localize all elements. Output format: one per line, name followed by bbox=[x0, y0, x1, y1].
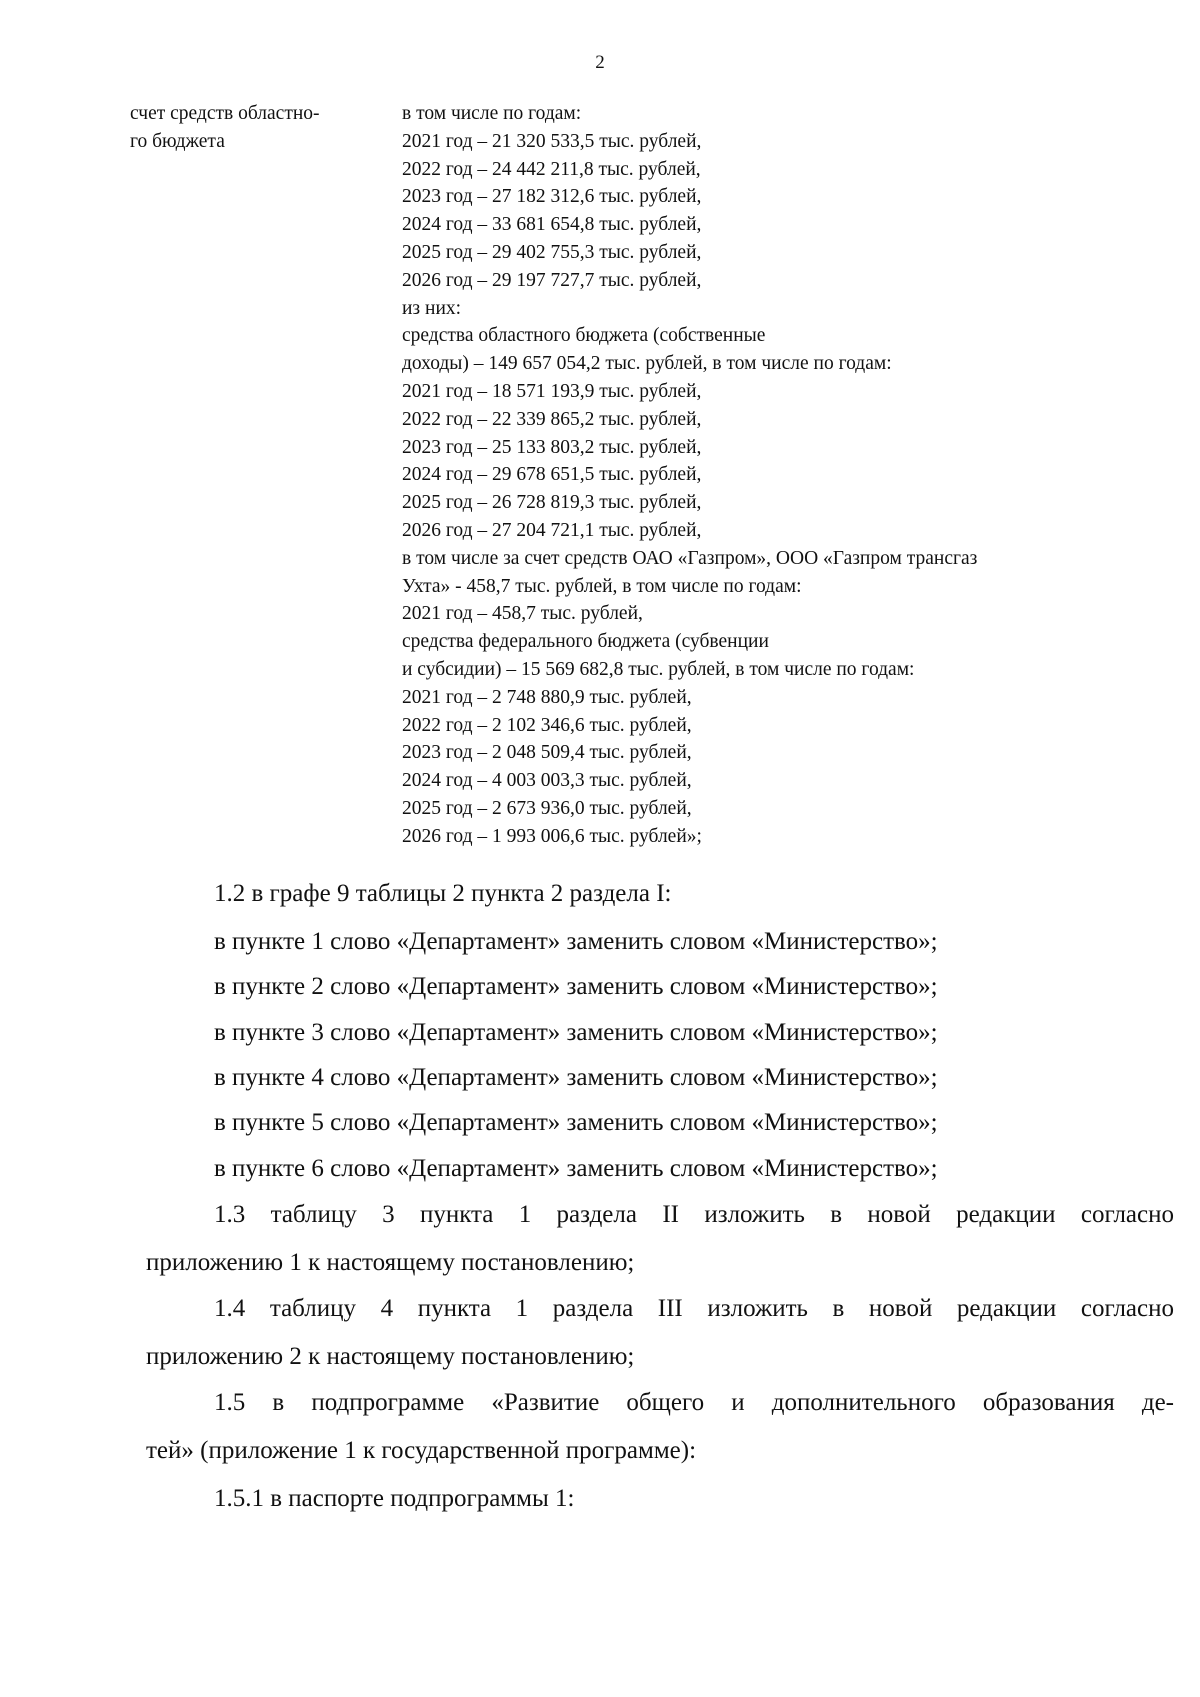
table-right-line: 2026 год – 1 993 006,6 тыс. рублей»; bbox=[402, 825, 702, 847]
table-right-line: в том числе по годам: bbox=[402, 103, 582, 124]
table-right-line: 2023 год – 2 048 509,4 тыс. рублей, bbox=[402, 742, 692, 764]
paragraph-1-2: 1.2 в графе 9 таблицы 2 пункта 2 раздела I: bbox=[214, 880, 672, 907]
table-right-cell bbox=[402, 100, 1200, 851]
paragraph-1-4-line-2: приложению 2 к настоящему постановлению; bbox=[146, 1343, 635, 1370]
table-right-line: 2024 год – 4 003 003,3 тыс. рублей, bbox=[402, 770, 692, 792]
table-left-cell bbox=[130, 100, 390, 156]
table-right-line: 2024 год – 33 681 654,8 тыс. рублей, bbox=[402, 214, 702, 236]
paragraph-1-3-line-2: приложению 1 к настоящему постановлению; bbox=[146, 1249, 635, 1276]
paragraph-1-5-line-1: 1.5 в подпрограмме «Развитие общего и дополнительного образования де- bbox=[214, 1390, 1174, 1416]
paragraph-1-5-1: 1.5.1 в паспорте подпрограммы 1: bbox=[214, 1485, 575, 1512]
table-right-line: 2024 год – 29 678 651,5 тыс. рублей, bbox=[402, 464, 702, 486]
table-right-line: Ухта» - 458,7 тыс. рублей, в том числе по годам: bbox=[402, 575, 802, 597]
list-item: в пункте 4 слово «Департамент» заменить словом «Министерство»; bbox=[214, 1064, 938, 1091]
table-right-line: 2021 год – 18 571 193,9 тыс. рублей, bbox=[402, 380, 702, 402]
table-right-line: в том числе за счет средств ОАО «Газпром», ООО «Газпром трансгаз bbox=[402, 547, 978, 569]
paragraph-1-3-line-1: 1.3 таблицу 3 пункта 1 раздела II изложить в новой редакции согласно bbox=[214, 1202, 1174, 1228]
paragraph-1-5-line-2: тей» (приложение 1 к государственной программе): bbox=[146, 1437, 697, 1464]
table-right-line: 2022 год – 24 442 211,8 тыс. рублей, bbox=[402, 158, 701, 180]
page-number: 2 bbox=[595, 52, 605, 73]
table-right-line: 2026 год – 29 197 727,7 тыс. рублей, bbox=[402, 269, 702, 291]
table-right-line: 2023 год – 25 133 803,2 тыс. рублей, bbox=[402, 436, 702, 458]
table-right-line: средства областного бюджета (собственные bbox=[402, 325, 766, 347]
table-right-line: 2026 год – 27 204 721,1 тыс. рублей, bbox=[402, 519, 702, 541]
table-left-line: го бюджета bbox=[130, 130, 225, 152]
table-right-line: 2025 год – 29 402 755,3 тыс. рублей, bbox=[402, 241, 702, 263]
table-left-line: счет средств областно- bbox=[130, 103, 320, 124]
list-item: в пункте 6 слово «Департамент» заменить словом «Министерство»; bbox=[214, 1155, 938, 1182]
table-right-line: 2021 год – 458,7 тыс. рублей, bbox=[402, 603, 643, 625]
table-right-line: доходы) – 149 657 054,2 тыс. рублей, в том числе по годам: bbox=[402, 353, 892, 375]
list-item: в пункте 2 слово «Департамент» заменить словом «Министерство»; bbox=[214, 973, 938, 1000]
table-right-line: 2025 год – 2 673 936,0 тыс. рублей, bbox=[402, 797, 692, 819]
table-right-line: 2022 год – 2 102 346,6 тыс. рублей, bbox=[402, 714, 692, 736]
paragraph-1-4-line-1: 1.4 таблицу 4 пункта 1 раздела III изложить в новой редакции согласно bbox=[214, 1296, 1174, 1322]
table-right-line: и субсидии) – 15 569 682,8 тыс. рублей, в том числе по годам: bbox=[402, 658, 915, 680]
table-right-line: 2021 год – 21 320 533,5 тыс. рублей, bbox=[402, 130, 702, 152]
table-right-line: средства федерального бюджета (субвенции bbox=[402, 631, 769, 653]
table-right-line: 2022 год – 22 339 865,2 тыс. рублей, bbox=[402, 408, 702, 430]
table-right-line: 2021 год – 2 748 880,9 тыс. рублей, bbox=[402, 686, 692, 708]
list-item: в пункте 5 слово «Департамент» заменить словом «Министерство»; bbox=[214, 1109, 938, 1136]
list-item: в пункте 1 слово «Департамент» заменить словом «Министерство»; bbox=[214, 928, 938, 955]
table-right-line: 2023 год – 27 182 312,6 тыс. рублей, bbox=[402, 186, 702, 208]
table-right-line: из них: bbox=[402, 297, 462, 319]
table-right-line: 2025 год – 26 728 819,3 тыс. рублей, bbox=[402, 492, 702, 514]
list-item: в пункте 3 слово «Департамент» заменить словом «Министерство»; bbox=[214, 1019, 938, 1046]
